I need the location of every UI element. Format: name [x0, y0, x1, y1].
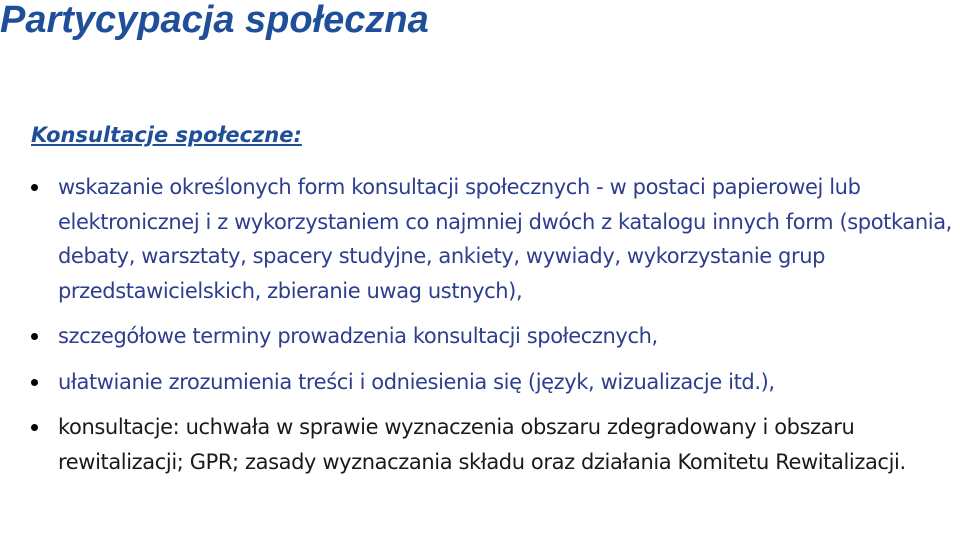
bullet-text: szczegółowe terminy prowadzenia konsultacji społecznych,: [58, 324, 658, 348]
bullet-text: wskazanie określonych form konsultacji społecznych - w postaci papierowej lub elektronicznej i z wykorzystaniem co najmniej dwóch z katalogu innych form (spotkania, debaty, warsztaty, spacery studyjne, ankiety, wywiady, wykorzystanie grup przedstawicielskich, zbieranie uwag ustnych),: [58, 175, 952, 303]
bullet-icon: [31, 424, 38, 431]
slide-title: Partycypacja społeczna: [0, 0, 429, 41]
bullet-text: konsultacje: uchwała w sprawie wyznaczenia obszaru zdegradowany i obszaru rewitalizacji; GPR; zasady wyznaczania składu oraz działania Komitetu Rewitalizacji.: [58, 415, 906, 474]
bullet-item: [0, 170, 960, 308]
bullet-icon: [31, 333, 38, 340]
bullet-text: ułatwianie zrozumienia treści i odniesienia się (język, wizualizacje itd.),: [58, 369, 775, 394]
bullet-item: [0, 365, 960, 400]
bullet-item: [0, 410, 960, 479]
bullet-icon: [31, 184, 38, 191]
bullet-icon: [31, 379, 38, 386]
bullet-list: [0, 170, 960, 479]
bullet-item: [0, 319, 960, 354]
section-subheading: Konsultacje społeczne:: [31, 123, 302, 147]
